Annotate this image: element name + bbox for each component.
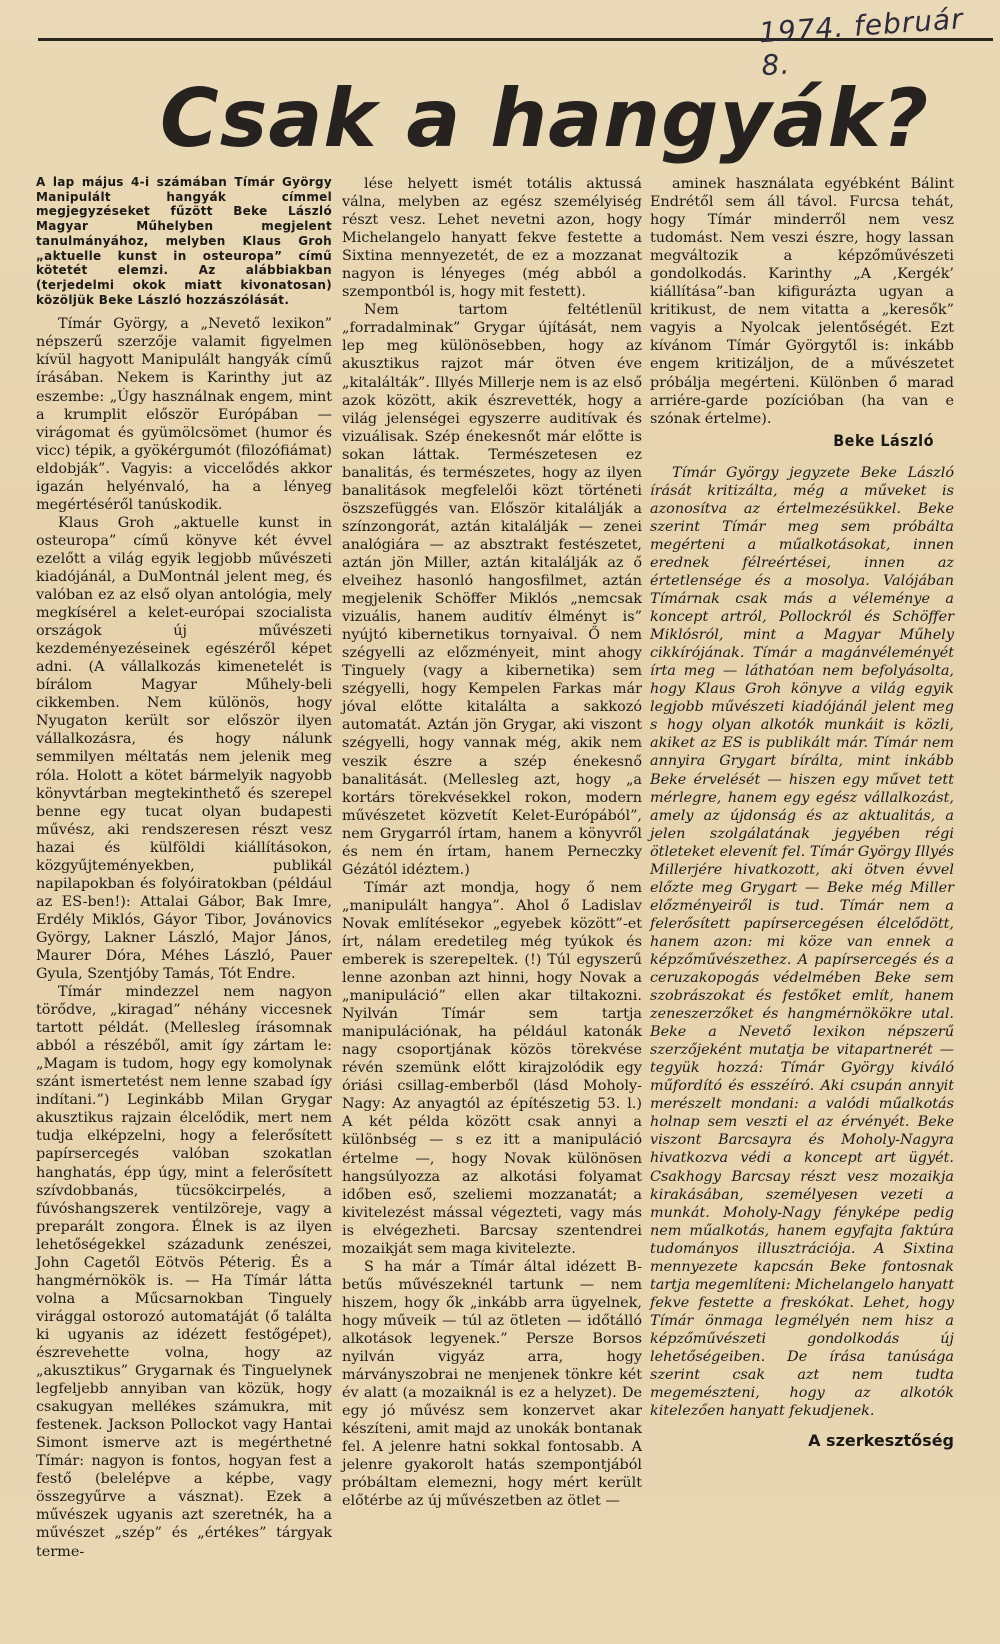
paragraph: S ha már a Tímár által idézett B-betűs művészeknél tartunk — nem hiszem, hogy ők „inkább arra ügyelnek, hogy műveik — túl az ötleten — időtálló alkotások legyenek.” Persze Borsos nyilván vigyáz arra, hogy márványszobrai ne menjenek tönkre két év alatt (a mozaiknál is ez a helyzet). De egy jó művész sem konzervet akar készíteni, amit majd az unokák bontanak fel. A jelenre hatni sokkal fontosabb. A jelenre gyakorolt hatás szempontjából próbáltam elemezni, hogy mért került előtérbe az új művészetben az ötlet —	[342, 1258, 642, 1510]
paragraph: Klaus Groh „aktuelle kunst in osteuropa” című könyve két évvel ezelőtt a világ egyik legjobb művészeti kiadójánál, a DuMontnál jelent meg, és valóban ez az első olyan antológia, mely megkísérel a kelet-európai szocialista országok új művészeti kezdeményezéseinek egészéről képet adni. (A vállalkozás kimenetelét is bírálom Magyar Műhely-beli cikkemben. Nem különös, hogy Nyugaton került sor először ilyen vállalkozásra, és hogy nálunk semmilyen méltatás nem jelenik meg róla. Holott a kötet bármelyik nagyobb könyvtárban megtekinthető és szerepel benne egy tucat olyan budapesti művész, aki rendszeresen részt vesz hazai és külföldi kiállításokon, közgyűjteményekben, publikál napilapokban és folyóiratokban (például az ES-ben!): Attalai Gábor, Bak Imre, Erdély Miklós, Gáyor Tibor, Jovánovics György, Lakner László, Major János, Maurer Dóra, Méhes László, Pauer Gyula, Szentjóby Tamás, Tót Endre.	[36, 514, 332, 983]
column-1	[36, 175, 332, 1561]
intro-text: A lap május 4-i számában Tímár György Manipulált hangyák címmel megjegyzéseket fűzött Beke László Magyar Műhelyben megjelent tanulmányához, melyben Klaus Groh „aktuelle kunst in osteuropa” című kötetét elemzi. Az alábbiakban (terjedelmi okok miatt kivonatosan) közöljük Beke László hozzászólását.	[36, 175, 332, 307]
paragraph: Tímár azt mondja, hogy ő nem „manipulált hangya”. Ahol ő Ladislav Novak említésekor „egyebek között”-et írt, nálam eredetileg még tyúkok és emberek is szerepeltek. (!) Túl egyszerű lenne azonban azt hinni, hogy Novak a „manipuláció” ellen akar tiltakozni. Nyilván Tímár sem tartja manipulációnak, ha például katonák nagy csoportjának közös törekvése révén szemünk előtt kirajzolódik egy óriási csillag-emberből (lásd Moholy-Nagy: Az anyagtól az építészetig 53. l.) A két példa között csak annyi a különbség — s ez itt a manipuláció értelme —, hogy Novak különösen hangsúlyozza az alkotási folyamat időben eső, szeliemi mozzanatát; a kivitelezést mással végezteti, vagy más is elvégezheti. Barcsay szentendrei mozaikját sem maga kivitelezte.	[342, 879, 642, 1257]
column-3-body	[650, 175, 954, 428]
column-2	[342, 175, 642, 1510]
paragraph: aminek használata egyébként Bálint Endrétől sem áll távol. Furcsa tehát, hogy Tímár minderről nem vesz tudomást. Nem veszi észre, hogy lassan megváltozik a képzőművészeti gondolkodás. Karinthy „A ,Kergék’ kiállítása”-ban kifigurázta ugyan a kritikust, de nem vitatta a „keresők” vagyis a Nyolcak jelentőségét. Ezt kívánom Tímár Györgytől is: inkább engem kritizáljon, de a művészetet próbálja megérteni. Különben ő marad arriére-garde pozícióban (ha van e szónak értelme).	[650, 176, 954, 427]
column-2-body	[342, 175, 642, 1510]
editor-signature: A szerkesztőség	[808, 1431, 954, 1451]
editor-note: Tímár György jegyzete Beke László írását kritizálta, még a műveket is azonosítva az értelmezésükkel. Beke szerint Tímár meg sem próbálta megérteni a műalkotásokat, innen erednek félreértései, innen az értetlensége és a mosolya. Valójában Tímárnak csak más a véleménye a koncept artról, Pollockról és Schöffer Miklósról, mint a Magyar Műhely cikkírójának. Tímár a magánvéleményét írta meg — láthatóan nem befolyásolta, hogy Klaus Groh könyve a világ egyik legjobb művészeti kiadójánál jelent meg s hogy olyan alkotók munkáit is közli, akiket az ES is publikált már. Tímár nem annyira Grygart bírálta, mint inkább Beke érvelését — hiszen egy művet tett mérlegre, hanem egy egész vállalkozást, amely az újdonság és az aktualitás, a jelen szolgálatának jegyében régi ötleteket elevenít fel. Tímár György Illyés Millerjére hivatkozott, aki ötven évvel előzte meg Grygart — Beke még Miller előzményeiről is tud. Tímár nem a felerősített papírsercegésen élcelődött, hanem azon: mi köze van ennek a képzőművészethez. A papírsercegés és a ceruzakopogás védelmében Beke sem szobrászokat és festőket említ, hanem zeneszerzőket és hangmérnökökre utal. Beke a Nevető lexikon népszerű szerzőjeként mutatja be vitapartnerét — tegyük hozzá: Tímár György kiváló műfordító és esszéíró. Aki csupán annyit merészelt mondani: a valódi műalkotás holnap sem veszti el az érvényét. Beke viszont Barcsayra és Moholy-Nagyra hivatkozva védi a koncept art ügyét. Csakhogy Barcsay részt vesz mozaikja kirakásában, személyesen vezeti a munkát. Moholy-Nagy fényképe pedig nem műalkotás, hanem egyfajta faktúra tudományos illusztrációja. A Sixtina mennyezete kapcsán Beke fontosnak tartja megemlíteni: Michelangelo hanyatt fekve festette a freskókat. Lehet, hogy Tímár önmaga legmélyén nem hisz a képzőművészeti gondolkodás új lehetőségeiben. De írása tanúsága szerint csak azt nem tudta megemészteni, hogy az alkotók kitelezően hanyatt fekudjenek.	[650, 464, 954, 1420]
handwritten-date: 1974. február 8.	[757, 2, 965, 83]
paragraph: Nem tartom feltétlenül „forradalminak” Grygar újítását, nem lep meg különösebben, hogy az akusztikus rajzot már ötven éve „kitalálták”. Illyés Millerje nem is az első azok között, akik észrevették, hogy a világ jelenségei egyszerre auditívak és vizuálisak. Szép énekesnőt már előtte is sokan láttak. Természetesen ez banalitás, és természetes, hogy az ilyen banalitások megfelelői közt történeti öszszefüggés van. Először kitalálják a színzongorát, aztán kitalálják — zenei analógiára — az absztrakt festészetet, aztán jön Miller, aztán kitalálják az ő elveihez hasonló hangosfilmet, aztán megjelenik Schöffer Miklós „nemcsak vizuális, hanem auditív élményt is” nyújtó kibernetikus tornyaival. Ő nem szégyelli az előzményeit, mint ahogy Tinguely (vagy a kibernetika) sem szégyelli, hogy Kempelen Farkas már jóval előtte kitalálta a sakkozó automatát. Aztán jön Grygar, aki viszont szégyelli, hogy vannak még, akik nem veszik észre a szép énekesnő banalitását. (Mellesleg azt, hogy „a kortárs törekvésekkel rokon, modern művészetet közvetít Kelet-Európából”, nem Grygarról írtam, hanem a könyvről és nem én írtam, hanem Perneczky Gézától idéztem.)	[342, 302, 642, 878]
column-1-body	[36, 315, 332, 1560]
author-signature: Beke László	[833, 430, 934, 450]
paragraph: Tímár mindezzel nem nagyon törődve, „kiragad” néhány viccesnek tartott példát. (Mellesleg írásomnak abból a részéből, amit így zártam le: „Magam is tudom, hogy egy komolynak szánt ismertetést nem lenne szabad így indítani.”) Leginkább Milan Grygar akusztikus rajzain élcelődik, mert nem tudja elképzelni, hogy a felerősített papírsercegés valóban szokatlan hanghatás, épp úgy, mint a felerősített szívdobbanás, tücsökcirpelés, a fúvóshangszerek ventilzöreje, vagy a preparált zongora. Élnek is az ilyen lehetőségekkel századunk zenészei, John Cagetől Eötvös Péterig. És a hangmérnökök is. — Ha Tímár látta volna a Műcsarnokban Tinguely virággal ostorozó automatáját (ő találta ki ugyanis az idézett festőgépet), észrevehette volna, hogy az „akusztikus” Grygarnak és Tinguelynek legfeljebb annyiban van közük, hogy csakugyan mellékes számukra, mit festenek. Jackson Pollockot vagy Hantai Simont ismerve azt is megérthetné Tímár: nagyon is fontos, hogyan fest a festő (belelépve a képbe, vagy összegyűrve a vásznat). Ezek a művészek ugyanis azt szeretnék, ha a művészet „szép” és „értékes” tárgyak terme-	[36, 984, 332, 1560]
headline: Csak a hangyák?	[160, 72, 930, 165]
paragraph: lése helyett ismét totális aktussá válna, melyben az egész személyiség részt vesz. Lehet nevetni azon, hogy Michelangelo hanyatt fekve festette a Sixtina mennyezetét, de ez a mozzanat nagyon is lényeges (még abból a szempontból is, hogy mit festett).	[342, 176, 642, 301]
column-3	[650, 175, 954, 1450]
paragraph: Tímár György, a „Nevető lexikon” népszerű szerzője valamit figyelmen kívül hagyott Manipulált hangyák című írásában. Nekem is Karinthy jut az eszembe: „Úgy használnak engem, mint a krumplit először Európában — virágomat és gyümölcsömet (humor és vicc) tépik, a gyökérgumót (filozófiámat) eldobják”. Vagyis: a viccelődés akkor igazán helyénvaló, ha a lényeg megértéséről tanúskodik.	[36, 316, 332, 513]
